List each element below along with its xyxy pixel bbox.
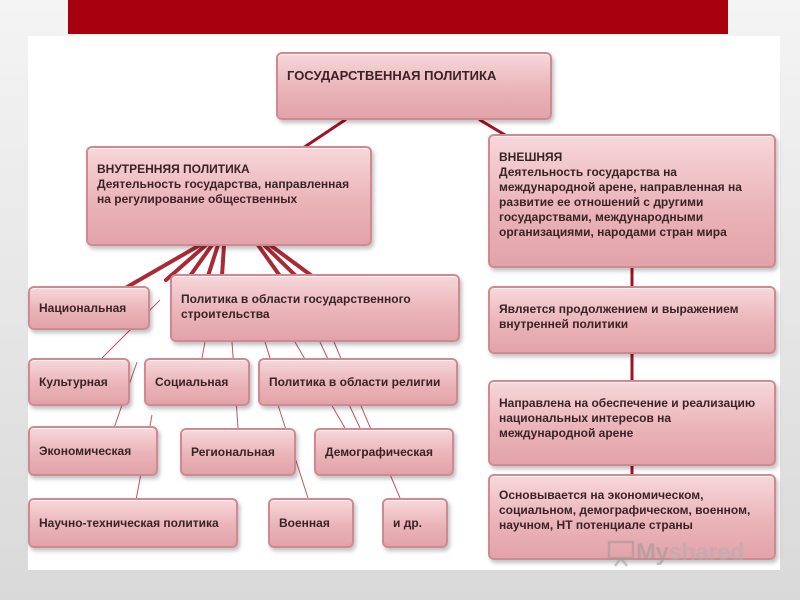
state-building-node — [170, 274, 460, 342]
demographic-policy-node — [314, 428, 454, 476]
demographic-label: Демографическая — [325, 444, 433, 459]
external-feature-3-text: Основывается на экономическом, социальном, демографическом, военном, научном, НТ потенциале страны — [499, 488, 751, 532]
economic-policy-node — [28, 426, 158, 476]
regional-label: Региональная — [191, 444, 275, 459]
root-node — [276, 52, 552, 120]
etc-policy-node — [382, 498, 448, 548]
external-description: Деятельность государства на международной арене, направленная на развитие ее отношений с другими государствами, международными организациями, народами стран мира — [499, 165, 742, 239]
military-policy-node — [268, 498, 354, 548]
presentation-board-icon — [606, 538, 636, 568]
internal-policy-node — [86, 146, 372, 246]
cultural-label: Культурная — [39, 374, 108, 389]
military-label: Военная — [279, 515, 330, 530]
economic-label: Экономическая — [39, 443, 132, 458]
state-building-label: Политика в области государственного строительства — [181, 292, 411, 321]
external-policy-node — [488, 134, 776, 268]
watermark-text: Myshared — [636, 539, 745, 566]
etc-label: и др. — [393, 515, 422, 530]
national-policy-node — [28, 286, 150, 330]
cultural-policy-node — [28, 358, 130, 406]
religion-label: Политика в области религии — [269, 374, 441, 389]
regional-policy-node — [180, 428, 296, 476]
external-feature-1-text: Является продолжением и выражением внутренней политики — [499, 302, 739, 331]
social-policy-node — [144, 358, 250, 406]
social-label: Социальная — [155, 374, 229, 389]
external-feature-2 — [488, 380, 776, 466]
external-feature-2-text: Направлена на обеспечение и реализацию национальных интересов на международной арене — [499, 396, 756, 440]
internal-title: ВНУТРЕННЯЯ ПОЛИТИКА — [97, 162, 250, 176]
root-title: ГОСУДАРСТВЕННАЯ ПОЛИТИКА — [287, 68, 497, 83]
sci-tech-policy-node — [28, 498, 238, 548]
watermark-logo — [606, 536, 776, 570]
internal-description: Деятельность государства, направленная на регулирование общественных — [97, 177, 350, 206]
religion-policy-node — [258, 358, 458, 406]
sci-tech-label: Научно-техническая политика — [39, 515, 219, 530]
national-label: Национальная — [39, 300, 127, 315]
external-title: ВНЕШНЯЯ — [499, 150, 563, 164]
external-feature-1 — [488, 286, 776, 354]
